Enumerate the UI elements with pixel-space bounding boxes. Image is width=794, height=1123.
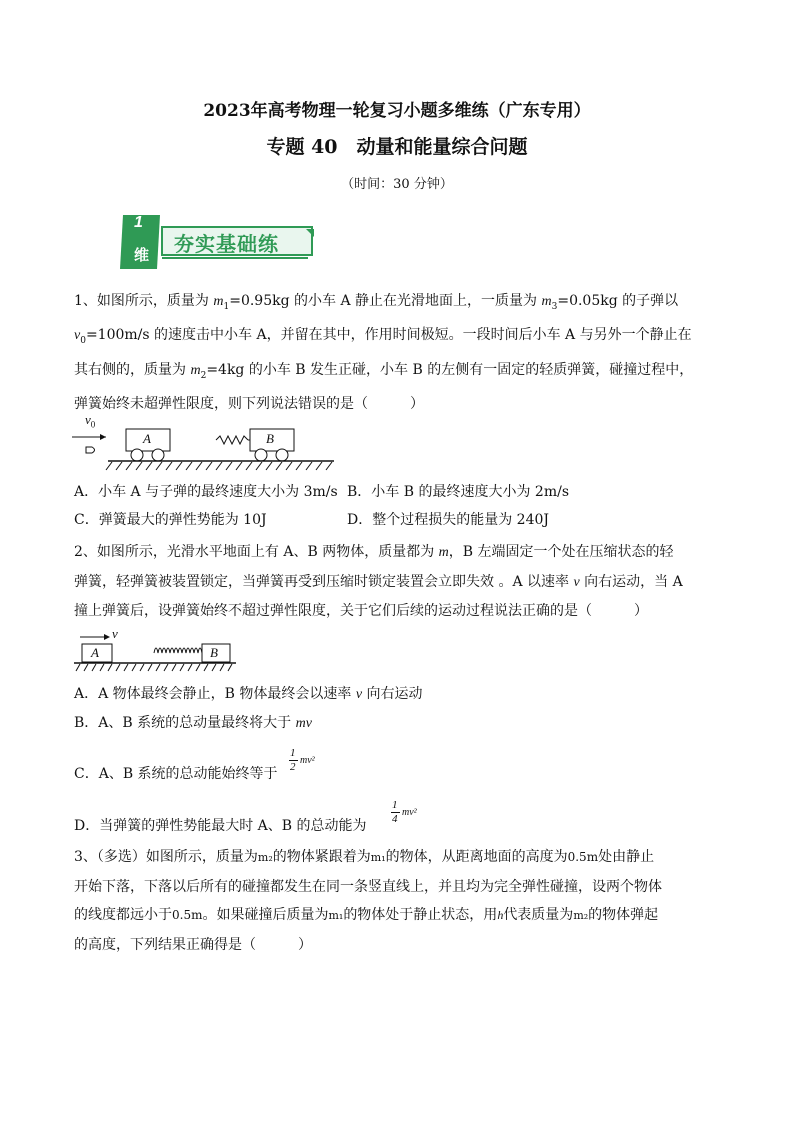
section-badge [118,212,318,272]
q1-option-b: B．小车 B 的最终速度大小为 2m/s [347,484,570,500]
q2-option-c: C．A、B 系统的总动能始终等于 [74,766,278,782]
fig1-v0-label: $v_0$ [85,412,96,430]
badge-number: 1 [134,214,143,231]
question-3: 3、（多选）如图所示，质量为m₂的物体紧跟着为m₁的物体，从距离地面的高度为0.5m处由静止 开始下落，下落以后所有的碰撞都发生在同一条竖直线上，并且均为完全弹性碰撞，设两个物体 的线度都远小于0.5m。如果碰撞后质量为m₁的物体处于静止状态，用h代表质量为m₂的物体弹起 的高度，下列结果正确得是（ ） [74,849,662,953]
figure-1-drawing [72,410,342,475]
fig2-block-b-label: B [210,645,218,660]
question-2: 2、如图所示，光滑水平地面上有 A、B 两物体，质量都为 m，B 左端固定一个处在压缩状态的轻 弹簧，轻弹簧被装置锁定，当弹簧再受到压缩时锁定装置会立即失效 。A 以速率 v 向右运动，当 A 撞上弹簧后，设弹簧始终不超过弹性限度，关于它们后续的运动过程说法正确的是（ ） [74,544,683,619]
q1-option-d: D．整个过程损失的能量为 240J [347,512,550,528]
time-note: （时间：30 分钟） [341,177,453,192]
figure-2-blocks [74,626,244,674]
document-title: 2023年高考物理一轮复习小题多维练（广东专用） [203,101,591,121]
q2-option-a: A．A 物体最终会静止，B 物体最终会以速率 v 向右运动 [74,686,423,702]
fig2-v-label: v [112,626,118,641]
badge-unit: 维 [134,246,150,264]
q1-option-a: A．小车 A 与子弹的最终速度大小为 3m/s [74,484,338,500]
question-1: 1、如图所示，质量为 $m_1=0.95kg$ 的小车 A 静止在光滑地面上，一质量为 $m_3=0.05kg$ 的子弹以 $v_0=100m/s$ 的速度击中小车 A，并留在其中，作用时间极短。一段时间后小车 A 与另外一个静止在 其右侧的，质量为 $m_2=4kg$ 的小车 B 发生正碰，小车 B 的左侧有一固定的轻质弹簧，碰撞过程中， 弹簧始终未超弹性限度，则下列说法错误的是（ ） [74,293,694,412]
topic-title: 专题 40 动量和能量综合问题 [266,136,528,158]
figure-1-carts [72,410,342,475]
fig1-cart-a-label: A [143,431,151,446]
figure-2-drawing [74,626,244,674]
fig2-block-a-label: A [91,645,99,660]
q2-option-d: D．当弹簧的弹性势能最大时 A、B 的总动能为 [74,818,367,834]
q2-option-b: B．A、B 系统的总动量最终将大于 mv [74,715,312,731]
badge-label: 夯实基础练 [174,232,279,256]
fig1-cart-b-label: B [266,431,274,446]
q1-option-c: C．弹簧最大的弹性势能为 10J [74,512,267,528]
